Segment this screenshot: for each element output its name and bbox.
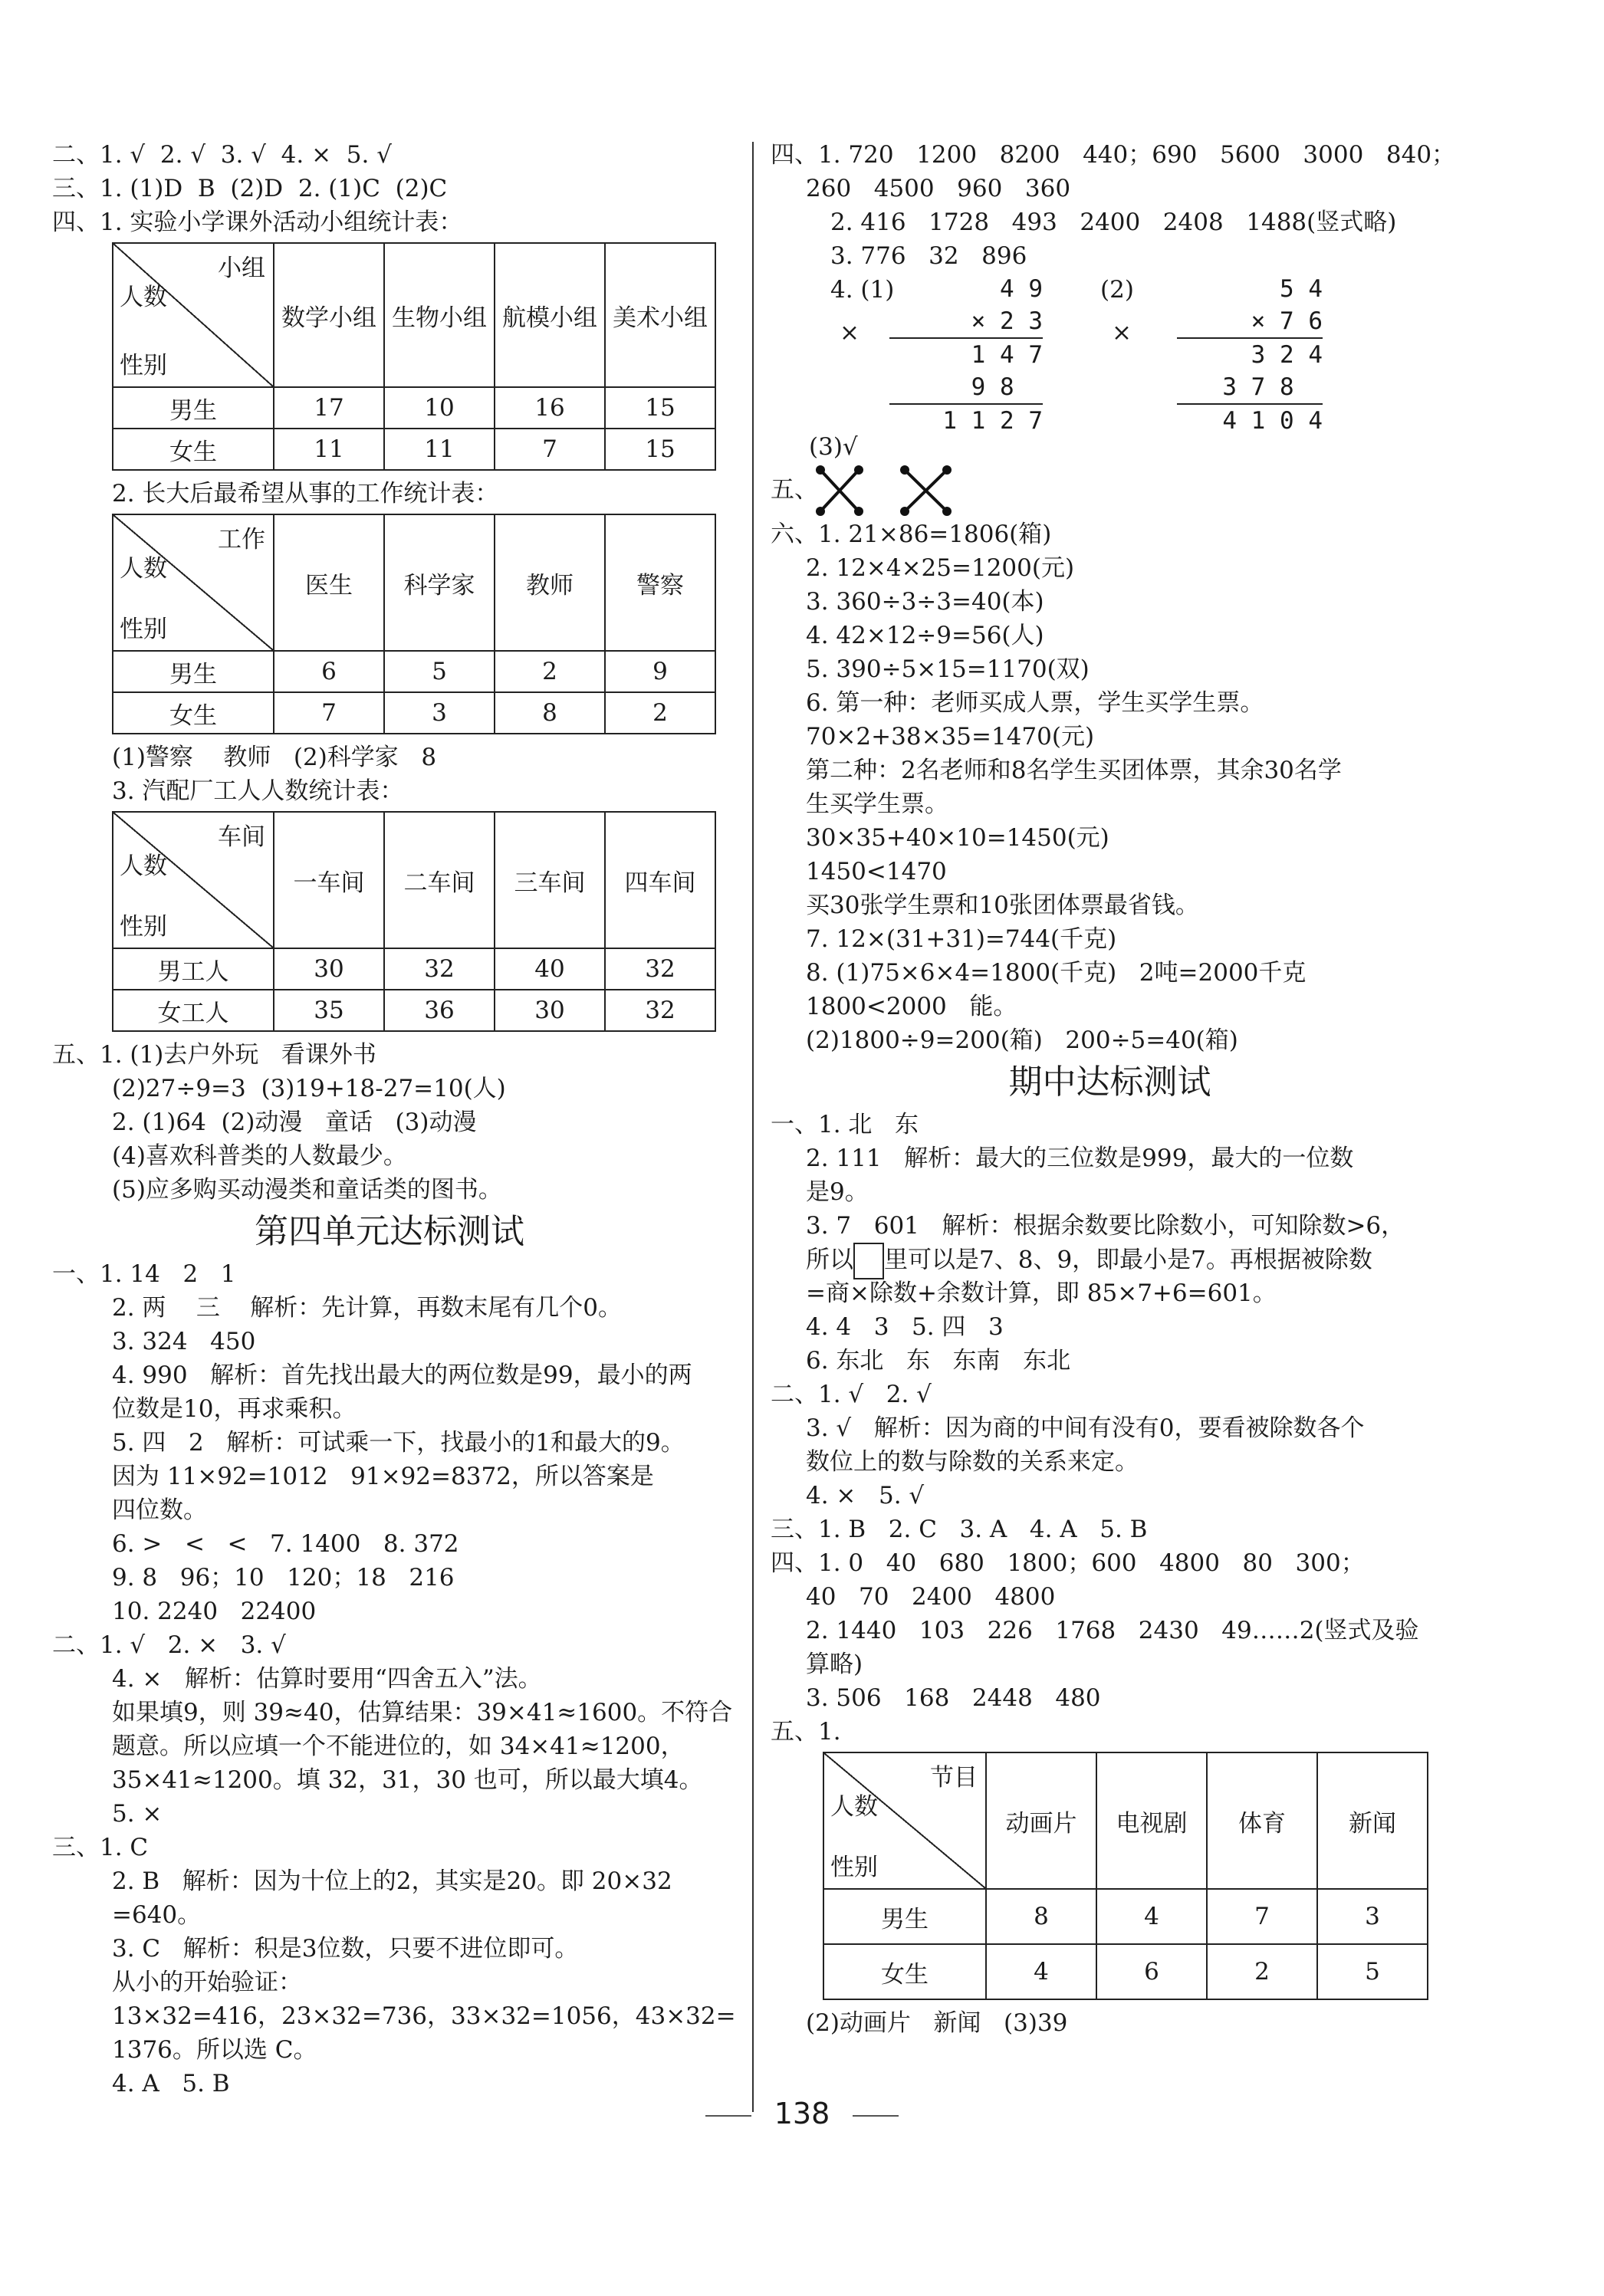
answer-line: 4. × 解析：估算时要用“四舍五入”法。 (112, 1665, 542, 1693)
answer-line: 2. 长大后最希望从事的工作统计表： (112, 480, 499, 507)
answer-line: (2)1800÷9=200(箱) 200÷5=40(箱) (806, 1026, 1238, 1054)
column-header: 航模小组 (495, 243, 605, 387)
table-cell: 5 (384, 651, 495, 692)
table-cell: 4 (986, 1944, 1096, 1999)
answer-line: 6. 东北 东 东南 东北 (806, 1347, 1071, 1375)
table-cell: 10 (384, 387, 495, 429)
column-header: 数学小组 (274, 243, 384, 387)
answer-line: 5. 390÷5×15=1170(双) (806, 655, 1090, 683)
answer-line: 五、1. (771, 1718, 841, 1746)
answer-line: 四、1. 实验小学课外活动小组统计表： (52, 209, 463, 236)
answer-line: 4. 42×12÷9=56(人) (806, 622, 1044, 649)
matching-lines (813, 464, 958, 517)
answer-line: 一、1. 14 2 1 (52, 1260, 236, 1288)
column-divider (752, 142, 754, 2112)
answer-line: 6. 第一种：老师买成人票，学生买学生票。 (806, 689, 1264, 717)
column-header: 警察 (605, 514, 715, 651)
answer-line: 一、1. 北 东 (771, 1111, 919, 1138)
answer-line: 四、1. 0 40 680 1800；600 4800 80 300； (771, 1549, 1365, 1577)
section-title: 期中达标测试 (1008, 1063, 1211, 1102)
answer-line: 3. 7 601 解析：根据余数要比除数小，可知除数>6， (806, 1212, 1405, 1240)
answer-line: 数位上的数与除数的关系来定。 (806, 1448, 1139, 1476)
answer-line: 6. > < < 7. 1400 8. 372 (112, 1530, 459, 1558)
table-cell: 5 (1317, 1944, 1428, 1999)
column-header: 生物小组 (384, 243, 495, 387)
vertical-multiplication: 4. (1) × 4 9 × 2 3 1 4 7 9 8 1 1 2 7 (2) × 5 4 × 7 6 3 2 4 3 7 8 4 1 0 4 (771, 273, 1449, 430)
answer-line: 3. 汽配厂工人人数统计表： (112, 777, 404, 805)
table-cell: 36 (384, 990, 495, 1031)
answer-line: (2)动画片 新闻 (3)39 (806, 2009, 1068, 2037)
diagonal-header-cell: 车间 人数 性别 (113, 812, 274, 948)
multiply-sign: × (840, 319, 860, 347)
answer-line: 9. 8 96；10 120；18 216 (112, 1564, 455, 1591)
answer-line: 如果填9，则 39≈40，估算结果：39×41≈1600。不符合 (112, 1699, 733, 1726)
answer-line: 第二种：2名老师和8名学生买团体票，其余30名学 (806, 757, 1342, 784)
answer-line: 2. 12×4×25=1200(元) (806, 554, 1075, 582)
column-header: 一车间 (274, 812, 384, 948)
answer-line: (1)警察 教师 (2)科学家 8 (112, 744, 437, 771)
answer-line: 3. C 解析：积是3位数，只要不进位即可。 (112, 1935, 579, 1963)
answer-line: 260 4500 960 360 (806, 175, 1071, 202)
answer-line: 三、1. B 2. C 3. A 4. A 5. B (771, 1516, 1148, 1543)
table-cell: 6 (1096, 1944, 1207, 1999)
table-cell: 32 (605, 948, 715, 990)
page-number: 138 (774, 2097, 830, 2130)
table-cell: 15 (605, 387, 715, 429)
table-cell: 15 (605, 429, 715, 470)
answer-line: 题意。所以应填一个不能进位的，如 34×41≈1200， (112, 1733, 685, 1760)
table-cell: 3 (384, 692, 495, 734)
answer-line: 二、1. √ 2. × 3. √ (52, 1631, 286, 1659)
column-header: 科学家 (384, 514, 495, 651)
answer-line: 4. × 5. √ (806, 1482, 925, 1509)
stats-table-4 (823, 1752, 1428, 2000)
table-cell: 4 (1096, 1889, 1207, 1944)
column-header: 动画片 (986, 1752, 1096, 1889)
row-label: 女生 (113, 429, 274, 470)
answer-line: 13×32=416，23×32=736，33×32=1056，43×32= (112, 2002, 736, 2030)
table-cell: 40 (495, 948, 605, 990)
answer-line: 3. 324 450 (112, 1328, 256, 1355)
table-cell: 2 (495, 651, 605, 692)
table-cell: 9 (605, 651, 715, 692)
footer-rule (853, 2115, 899, 2117)
answer-line: 2. 416 1728 493 2400 2408 1488(竖式略) (830, 209, 1397, 236)
footer-rule (705, 2115, 751, 2117)
answer-line: =640。 (112, 1901, 202, 1929)
answer-line: 4. 4 3 5. 四 3 (806, 1313, 1004, 1341)
stats-table-2 (112, 514, 716, 734)
multiplication-2: 5 4 × 7 6 3 2 4 3 7 8 4 1 0 4 (1177, 273, 1323, 437)
row-label: 男生 (823, 1889, 986, 1944)
table-cell: 32 (384, 948, 495, 990)
answer-line: 40 70 2400 4800 (806, 1583, 1056, 1611)
table-cell: 11 (384, 429, 495, 470)
column-header: 医生 (274, 514, 384, 651)
answer-line: 五、1. (1)去户外玩 看课外书 (52, 1041, 376, 1069)
answer-line: 三、1. C (52, 1834, 149, 1861)
answer-line: (3)√ (809, 433, 858, 461)
answer-line: 1800<2000 能。 (806, 993, 1017, 1020)
answer-line: 算略) (806, 1651, 863, 1678)
answer-line: 二、1. √ 2. √ 3. √ 4. × 5. √ (52, 141, 392, 169)
table-cell: 17 (274, 387, 384, 429)
row-label: 女生 (823, 1944, 986, 1999)
table-cell: 8 (495, 692, 605, 734)
table-cell: 3 (1317, 1889, 1428, 1944)
answer-line: 因为 11×92=1012 91×92=8372，所以答案是 (112, 1463, 654, 1490)
answer-line: 2. 1440 103 226 1768 2430 49……2(竖式及验 (806, 1617, 1419, 1644)
answer-line: 1376。所以选 C。 (112, 2036, 317, 2064)
answer-line: 四、1. 720 1200 8200 440；690 5600 3000 840； (771, 141, 1456, 169)
stats-table-1 (112, 242, 716, 471)
answer-line: 买30张学生票和10张团体票最省钱。 (806, 892, 1199, 919)
answer-line: 70×2+38×35=1470(元) (806, 723, 1095, 751)
column-header: 三车间 (495, 812, 605, 948)
answer-line: 从小的开始验证： (112, 1969, 302, 1996)
section-title: 第四单元达标测试 (255, 1212, 524, 1251)
table-cell: 7 (274, 692, 384, 734)
column-header: 四车间 (605, 812, 715, 948)
row-label: 女生 (113, 692, 274, 734)
answer-line: 2. B 解析：因为十位上的2，其实是20。即 20×32 (112, 1867, 672, 1895)
answer-line: 四位数。 (112, 1496, 207, 1524)
answer-line: (5)应多购买动漫类和童话类的图书。 (112, 1176, 502, 1204)
diagonal-header-cell: 节目 人数 性别 (823, 1752, 986, 1889)
answer-line: 5. × (112, 1800, 163, 1828)
table-cell: 7 (1207, 1889, 1317, 1944)
column-header: 二车间 (384, 812, 495, 948)
answer-line: =商×除数+余数计算，即 85×7+6=601。 (806, 1279, 1277, 1307)
column-header: 新闻 (1317, 1752, 1428, 1889)
diagonal-header-cell: 小组 人数 性别 (113, 243, 274, 387)
multiply-sign: × (1112, 319, 1132, 347)
table-cell: 35 (274, 990, 384, 1031)
answer-line: 位数是10，再求乘积。 (112, 1395, 357, 1423)
answer-line: 3. √ 解析：因为商的中间有没有0，要看被除数各个 (806, 1414, 1365, 1442)
answer-line: 7. 12×(31+31)=744(千克) (806, 925, 1117, 953)
answer-line: 35×41≈1200。填 32，31，30 也可，所以最大填4。 (112, 1766, 703, 1794)
table-cell: 6 (274, 651, 384, 692)
column-header: 美术小组 (605, 243, 715, 387)
table-cell: 32 (605, 990, 715, 1031)
left-column (52, 138, 736, 2101)
row-label: 男工人 (113, 948, 274, 990)
answer-line: 3. 360÷3÷3=40(本) (806, 588, 1044, 616)
answer-line: 8. (1)75×6×4=1800(千克) 2吨=2000千克 (806, 959, 1307, 987)
answer-line: 二、1. √ 2. √ (771, 1381, 932, 1408)
answer-line: 30×35+40×10=1450(元) (806, 824, 1109, 852)
column-header: 教师 (495, 514, 605, 651)
page-footer (0, 2097, 1604, 2130)
answer-line: 生买学生票。 (806, 790, 948, 818)
row-label: 男生 (113, 387, 274, 429)
answer-line: (2)27÷9=3 (3)19+18-27=10(人) (112, 1075, 506, 1102)
answer-line: 2. (1)64 (2)动漫 童话 (3)动漫 (112, 1109, 477, 1136)
table-cell: 30 (274, 948, 384, 990)
answer-line: 2. 111 解析：最大的三位数是999，最大的一位数 (806, 1145, 1354, 1172)
table-cell: 2 (605, 692, 715, 734)
table-cell: 11 (274, 429, 384, 470)
answer-line: 六、1. 21×86=1806(箱) (771, 521, 1052, 548)
answer-line: 所以 里可以是7、8、9，即最小是7。再根据被除数 (771, 1243, 1449, 1276)
answer-line: 3. 776 32 896 (830, 242, 1027, 270)
answer-line: 3. 506 168 2448 480 (806, 1684, 1101, 1712)
table-cell: 8 (986, 1889, 1096, 1944)
row-label: 男生 (113, 651, 274, 692)
diagonal-header-cell: 工作 人数 性别 (113, 514, 274, 651)
row-label: 女工人 (113, 990, 274, 1031)
table-cell: 30 (495, 990, 605, 1031)
table-cell: 7 (495, 429, 605, 470)
column-header: 电视剧 (1096, 1752, 1207, 1889)
answer-line: 2. 两 三 解析：先计算，再数末尾有几个0。 (112, 1294, 622, 1322)
matching-answer: 五、 (771, 464, 1449, 517)
answer-line: 1450<1470 (806, 858, 947, 885)
answer-line: 是9。 (806, 1178, 869, 1206)
answer-line: 三、1. (1)D B (2)D 2. (1)C (2)C (52, 175, 448, 202)
stats-table-3 (112, 811, 716, 1032)
answer-line: 4. A 5. B (112, 2070, 230, 2097)
blank-box (853, 1243, 884, 1279)
answer-line: (4)喜欢科普类的人数最少。 (112, 1142, 407, 1170)
table-cell: 2 (1207, 1944, 1317, 1999)
table-cell: 16 (495, 387, 605, 429)
answer-line: 4. 990 解析：首先找出最大的两位数是99，最小的两 (112, 1362, 692, 1389)
multiplication-1: 4 9 × 2 3 1 4 7 9 8 1 1 2 7 (889, 273, 1043, 437)
right-column (771, 138, 1456, 2040)
column-header: 体育 (1207, 1752, 1317, 1889)
answer-line: 5. 四 2 解析：可试乘一下，找最小的1和最大的9。 (112, 1429, 685, 1457)
answer-line: 10. 2240 22400 (112, 1598, 317, 1625)
